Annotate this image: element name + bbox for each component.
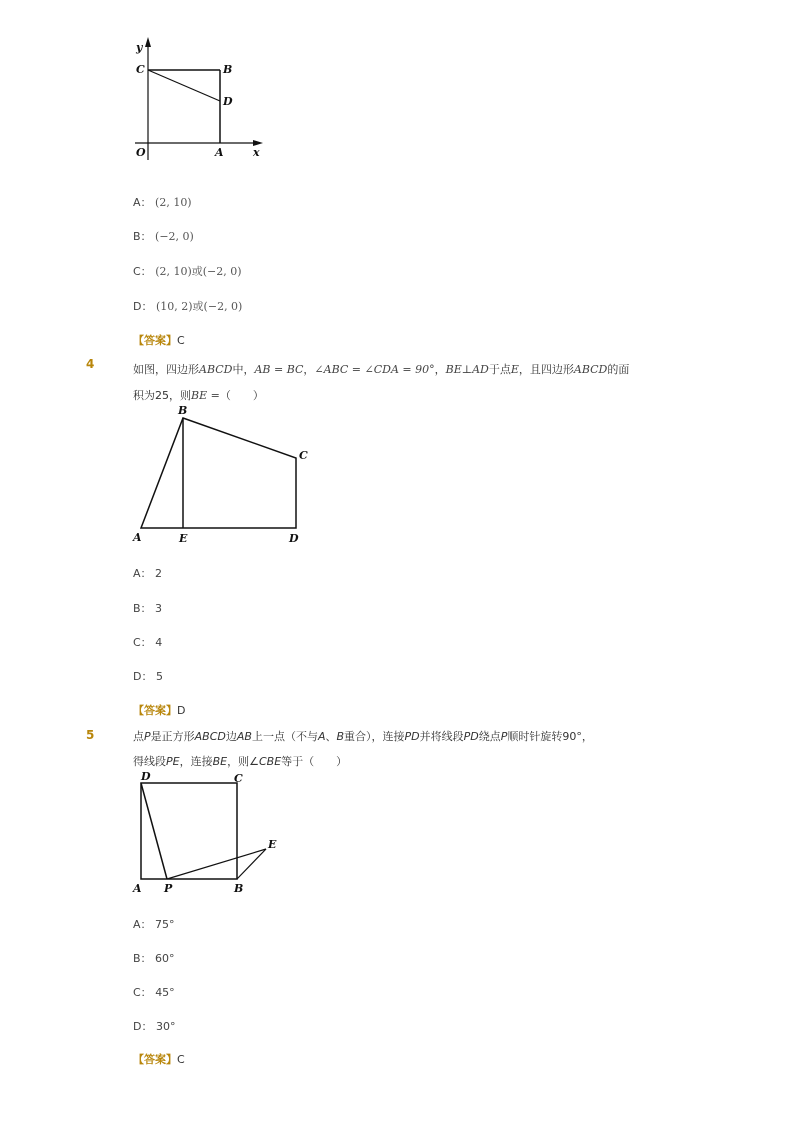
segment-pd: [141, 783, 167, 879]
label-a: A: [133, 531, 142, 544]
option-value: (−2, 0): [155, 230, 194, 243]
label-e: E: [179, 532, 188, 545]
option-key: C：: [133, 636, 152, 649]
answer-value: D: [177, 704, 186, 717]
q5-stem-line1: 点P是正方形ABCD边AB上一点（不与A、B重合），连接PD并将线段PD绕点P顺时针旋转90°，: [133, 730, 593, 743]
label-b: B: [178, 404, 188, 417]
q5-option-a[interactable]: [133, 916, 175, 932]
q3-figure: [125, 35, 275, 170]
option-value: (10, 2)或(−2, 0): [155, 300, 243, 313]
y-axis-arrow: [145, 37, 151, 47]
label-e: E: [268, 838, 277, 851]
label-d: D: [223, 95, 233, 108]
label-c: C: [136, 63, 145, 76]
q5-option-d[interactable]: [133, 1018, 175, 1034]
option-key: D：: [133, 300, 153, 313]
q5-stem-line2: 得线段PE，连接BE，则∠CBE等于（ ）: [133, 755, 348, 768]
quadrilateral-abcd: [141, 418, 296, 528]
label-y: y: [136, 41, 143, 54]
option-value: 4: [155, 636, 163, 649]
q5-option-c[interactable]: [133, 984, 175, 1000]
q4-stem-line1: 如图，四边形ABCD中，AB = BC，∠ABC = ∠CDA = 90°，BE⊥AD于点E，且四边形ABCD的面: [133, 363, 630, 376]
q3-option-c[interactable]: [133, 263, 242, 279]
q3-option-d[interactable]: [133, 298, 242, 314]
q5-option-b[interactable]: [133, 950, 175, 966]
option-value: 5: [155, 670, 163, 683]
q4-option-c[interactable]: [133, 634, 162, 650]
option-key: B：: [133, 952, 152, 965]
option-key: B：: [133, 230, 152, 243]
q4-stem-line2: 积为25，则BE =（ ）: [133, 389, 264, 402]
q4-number: 4: [86, 357, 95, 371]
option-key: C：: [133, 986, 152, 999]
q3-answer: [133, 332, 185, 348]
answer-value: C: [177, 334, 185, 347]
option-value: 60°: [155, 952, 175, 965]
q4-option-d[interactable]: [133, 668, 163, 684]
option-value: 75°: [155, 918, 175, 931]
option-key: A：: [133, 567, 152, 580]
option-value: 45°: [155, 986, 175, 999]
q5-figure: [128, 768, 288, 898]
option-key: A：: [133, 918, 152, 931]
answer-tag: 【答案】: [133, 704, 177, 717]
q4-figure: [128, 400, 318, 550]
answer-tag: 【答案】: [133, 334, 177, 347]
label-c: C: [299, 449, 308, 462]
option-value: 2: [155, 567, 163, 580]
q3-option-b[interactable]: [133, 228, 194, 244]
label-b: B: [234, 882, 244, 895]
option-key: A：: [133, 196, 152, 209]
label-o: O: [136, 146, 146, 159]
q5-number: 5: [86, 728, 95, 742]
option-value: 3: [155, 602, 163, 615]
label-x: x: [253, 146, 260, 159]
answer-tag: 【答案】: [133, 1053, 177, 1066]
option-key: C：: [133, 265, 152, 278]
q3-option-a[interactable]: [133, 194, 192, 210]
option-key: B：: [133, 602, 152, 615]
label-b: B: [223, 63, 233, 76]
square-abcd: [141, 783, 237, 879]
label-d: D: [289, 532, 299, 545]
label-a: A: [215, 146, 224, 159]
option-value: (2, 10)或(−2, 0): [155, 265, 242, 278]
q4-option-a[interactable]: [133, 565, 162, 581]
q4-answer: [133, 702, 185, 718]
option-value: (2, 10): [155, 196, 192, 209]
option-value: 30°: [155, 1020, 176, 1033]
option-key: D：: [133, 1020, 153, 1033]
label-d: D: [141, 770, 151, 783]
q4-option-b[interactable]: [133, 600, 162, 616]
option-key: D：: [133, 670, 153, 683]
q5-answer: [133, 1051, 185, 1067]
label-p: P: [164, 882, 173, 895]
answer-value: C: [177, 1053, 185, 1066]
segment-cd: [148, 70, 220, 101]
label-c: C: [234, 772, 243, 785]
label-a: A: [133, 882, 142, 895]
